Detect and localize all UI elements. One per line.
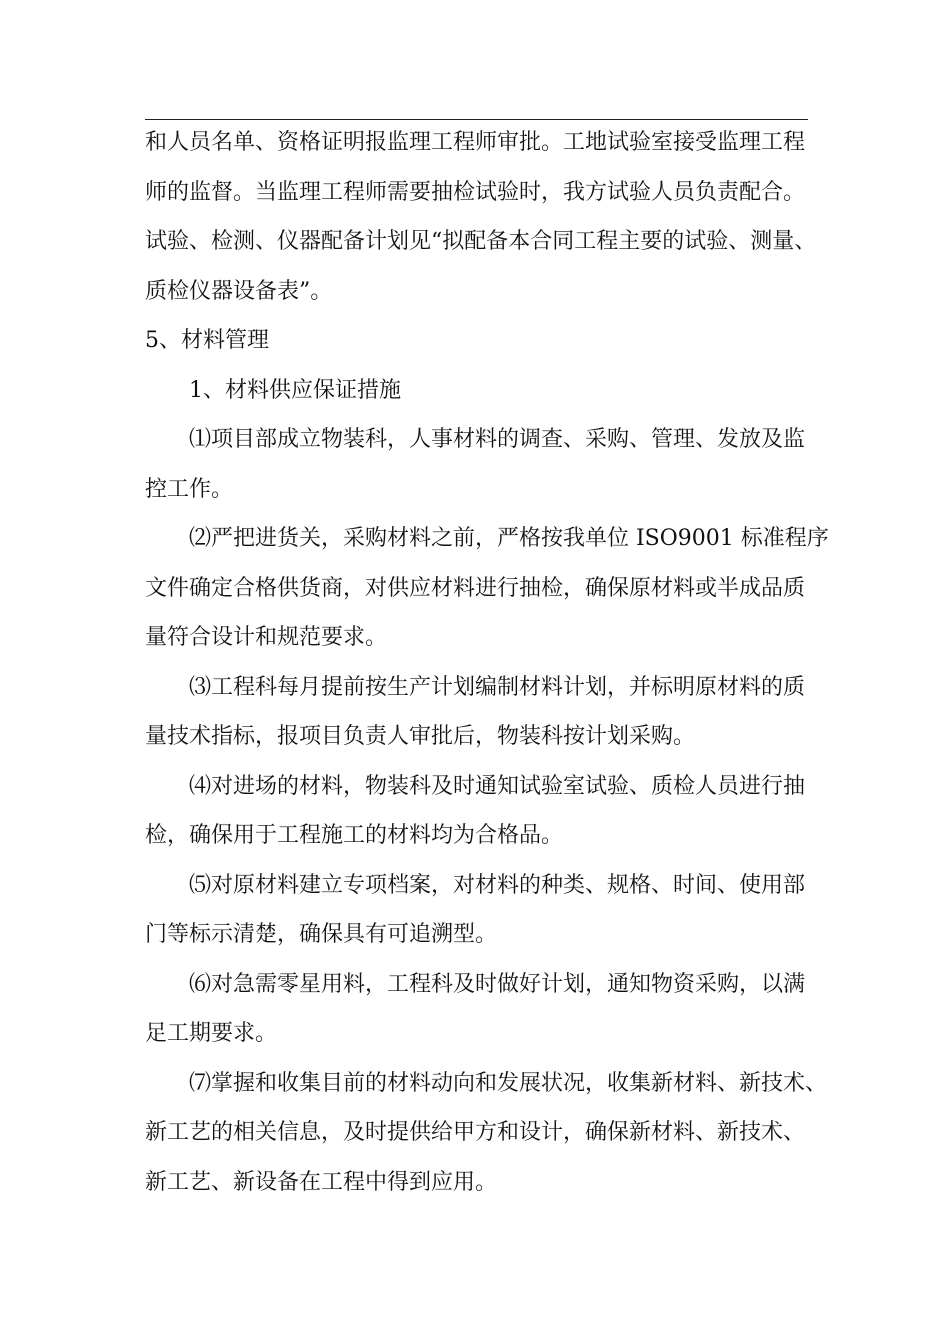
text-line: ⑸对原材料建立专项档案，对材料的种类、规格、时间、使用部 (189, 872, 806, 898)
subsection-heading: 1、材料供应保证措施 (189, 377, 401, 403)
text-line: 文件确定合格供货商，对供应材料进行抽检，确保原材料或半成品质 (145, 575, 806, 601)
text-line: ⑵严把进货关，采购材料之前，严格按我单位 ISO9001 标准程序 (189, 526, 829, 551)
text-line: 量符合设计和规范要求。 (145, 625, 388, 650)
text-line: ⑷对进场的材料，物装科及时通知试验室试验、质检人员进行抽 (189, 773, 806, 799)
text-line: 和人员名单、资格证明报监理工程师审批。工地试验室接受监理工程 (145, 130, 806, 155)
text-line: 门等标示清楚，确保具有可追溯型。 (145, 922, 498, 947)
body-text (145, 118, 829, 1207)
text-line: 师的监督。当监理工程师需要抽检试验时，我方试验人员负责配合。 (145, 179, 806, 205)
text-line: ⑶工程科每月提前按生产计划编制材料计划，并标明原材料的质 (189, 674, 806, 700)
text-line: 新工艺、新设备在工程中得到应用。 (145, 1169, 498, 1195)
text-line: ⑺掌握和收集目前的材料动向和发展状况，收集新材料、新技术、 (189, 1070, 828, 1096)
text-line: 控工作。 (145, 476, 234, 502)
section-heading: 5、材料管理 (145, 328, 269, 353)
text-line: 试验、检测、仪器配备计划见“拟配备本合同工程主要的试验、测量、 (145, 229, 817, 254)
text-line: ⑹对急需零星用料，工程科及时做好计划，通知物资采购，以满 (189, 971, 806, 997)
text-line: 足工期要求。 (145, 1021, 278, 1046)
text-line: 质检仪器设备表”。 (145, 278, 333, 304)
text-line: 检，确保用于工程施工的材料均为合格品。 (145, 823, 564, 848)
text-line: 新工艺的相关信息，及时提供给甲方和设计，确保新材料、新技术、 (145, 1120, 806, 1145)
text-line: ⑴项目部成立物装科，人事材料的调查、采购、管理、发放及监 (189, 427, 806, 452)
text-line: 量技术指标，报项目负责人审批后，物装科按计划采购。 (145, 724, 696, 749)
